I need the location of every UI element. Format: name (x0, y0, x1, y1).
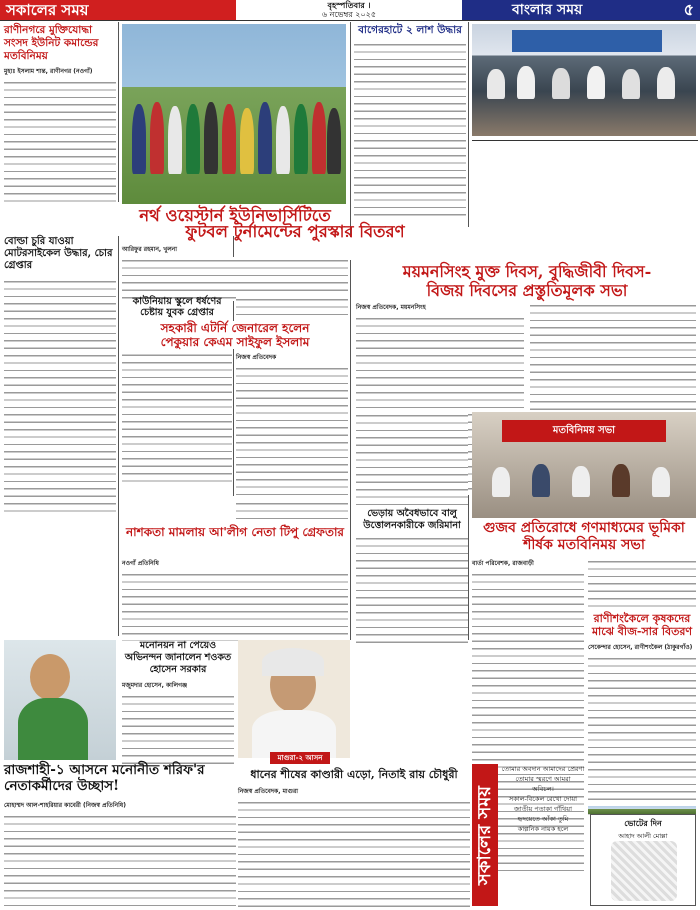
column-divider (350, 260, 351, 640)
article-body (356, 535, 468, 645)
article-body (122, 571, 348, 641)
ad-poem (500, 764, 586, 906)
headline: রাজশাহী-১ আসনে মনোনীত শরিফ'র নেতাকর্মীদের উচ্ছাস! (4, 762, 205, 794)
article-body (122, 693, 234, 769)
meeting-banner (512, 30, 662, 52)
article-nashkata (122, 525, 348, 539)
article-bolda (4, 236, 116, 518)
byline: সেকেন্দার হোসেন, রাণীশংকৈল (ঠাকুরগাঁও) (588, 644, 693, 651)
mymensingh-col1-cont (356, 412, 468, 506)
masthead-rule (0, 20, 700, 21)
attorney-headline (122, 321, 348, 349)
headline-line2: পেকুয়ার কেএম সাইফুল ইসলাম (122, 335, 348, 349)
attorney-body (236, 352, 348, 515)
column-divider (118, 236, 119, 636)
headline: বোল্ডা চুরি যাওয়া মোটরসাইকেল উদ্ধার, চোর গ্রেপ্তার (4, 236, 113, 271)
column-divider (118, 22, 119, 202)
byline: মুহাঃ ইসলাম শান্ত, রাণীনগর (নওগাঁ) (4, 68, 93, 75)
ranishankail-body (588, 642, 696, 815)
article-body (4, 813, 236, 910)
headline: রাণীনগরে মুক্তিযোদ্ধা সংসদ ইউনিট কমান্ডের মতবিনিময় (4, 24, 99, 62)
article-bagerhat (354, 24, 466, 221)
ranishankail-top (588, 558, 696, 608)
headline: নাশকতা মামলায় আ'লীগ নেতা টিপু গ্রেফতার (125, 525, 345, 539)
mymensingh-col2 (530, 302, 696, 412)
headline-line2: ফুটবল টুর্নামেন্টের পুরস্কার বিতরণ (185, 222, 405, 241)
article-mymensingh (356, 262, 698, 300)
column-divider (350, 22, 351, 237)
byline: নিজস্ব প্রতিবেদক, মাগুরা (238, 788, 299, 795)
headline-line1: সহকারী এটর্নি জেনারেল হলেন (122, 321, 348, 335)
newspaper-logo: সকালের সময় (0, 0, 236, 20)
article-nashkata-top (236, 500, 348, 520)
byline: আরিফুর রহমান, খুলনা (122, 246, 177, 253)
vote-illustration (611, 841, 677, 901)
issue-date (236, 0, 462, 20)
issue-day: বৃহস্পতিবার । (327, 1, 371, 10)
ad-logo: সকালের সময় (474, 785, 495, 885)
headline: রাণীশংকৈলে কৃষকদের মাঝে বীজ-সার বিতরণ (591, 612, 693, 638)
headline: ভেড়ায় অবৈধভাবে বালু উত্তোলনকারীকে জরিমানা (363, 508, 461, 531)
column-divider (468, 22, 469, 227)
poem-line: তোমার অবদান আমাদের প্রেরণা (501, 765, 585, 773)
poem-line: জাতীয় পতাকা গাঁথিয়া (514, 805, 572, 813)
headline-line2: বিজয় দিবসের প্রস্তুতিমূলক সভা (426, 281, 628, 300)
dhaner-body (238, 786, 470, 909)
meeting-photo (472, 24, 696, 136)
byline: নিজস্ব প্রতিবেদক, ময়মনসিংহ (356, 304, 426, 311)
photo-caption: মাগুরা-২ আসন (270, 752, 330, 764)
meeting-banner: মতবিনিময় সভা (502, 420, 666, 442)
article-dhaner (238, 768, 470, 781)
article-body (236, 365, 348, 515)
meeting-hall-photo (472, 412, 696, 518)
poem-line: হৃদয়েতে আঁকা তুমি (517, 815, 569, 823)
section-title (462, 0, 700, 20)
poem-line: অবিচল। (532, 785, 554, 793)
article-ranishankail (588, 612, 696, 638)
headline-line1: ময়মনসিংহ মুক্ত দিবস, বুদ্ধিজীবী দিবস- (402, 262, 652, 281)
poem-line: সকাল-বিকেল রেখো দোয়া (508, 795, 578, 803)
rajshahi-photo (4, 640, 116, 760)
article-body (588, 655, 696, 815)
article-northwestern-line2 (120, 223, 470, 241)
headline: মনোনয়ন না পেয়েও অভিনন্দন জানালেন শওকত হোসেন সরকার (124, 640, 232, 675)
headline: ধানের শীষের কাণ্ডারী এড়ো, নিতাই রায় চৌধুরী (250, 768, 458, 781)
poem-line: কাল্পনিক নায়ক হলে (517, 825, 569, 833)
monoyon-body (122, 680, 234, 769)
article-body (354, 41, 466, 221)
article-body (122, 257, 348, 301)
divider (472, 140, 698, 141)
nashkata-body (122, 558, 348, 641)
page-number: ৫ (683, 0, 694, 19)
vote-ad (590, 814, 696, 906)
rajshahi-body (4, 800, 236, 910)
article-body (236, 500, 348, 520)
vote-title: ভোটের দিন (624, 819, 662, 828)
farm-photo (588, 806, 696, 814)
nitai-roy-portrait (238, 640, 350, 758)
section-name: বাংলার সময় (512, 2, 583, 18)
article-body (4, 79, 116, 204)
headline-line1: নর্থ ওয়েস্টার্ন ইউনিভার্সিটিতে (139, 206, 331, 225)
ad-logo-strip (472, 764, 498, 906)
headline: বাগেরহাটে ২ লাশ উদ্ধার (358, 24, 462, 36)
issue-date-text: ৬ নভেম্বর ২০২৫ (321, 10, 377, 19)
headline: গুজব প্রতিরোধে গণমাধ্যমের ভূমিকা শীর্ষক মতবিনিময় সভা (483, 520, 685, 553)
article-rajshahi (4, 762, 236, 794)
byline: নওগাঁ প্রতিনিধি (122, 560, 159, 567)
article-monoyon (122, 640, 234, 676)
article-body (4, 278, 116, 518)
article-body (238, 799, 470, 909)
vote-subtitle: আহাদ আলী মোল্লা (618, 832, 668, 840)
byline: মোহাম্মদ আল-শাহরিয়ার কাবেরী (নিজস্ব প্রতিনিধি) (4, 802, 126, 809)
article-raninagar (4, 24, 116, 204)
football-award-photo (122, 24, 346, 204)
byline: মজুমদার হোসেন, কালিগঞ্জ (122, 682, 188, 689)
byline: বার্তা পরিবেশক, রাজবাড়ী (472, 560, 534, 567)
article-gujob (472, 520, 696, 554)
northwestern-body (122, 244, 348, 301)
article-bheraa (356, 508, 468, 645)
byline: নিজস্ব প্রতিবেদক (236, 354, 277, 361)
poem-line: তোমার স্মরণে আমরা (515, 775, 571, 783)
headline: কাউনিয়ায় স্কুলে ধর্ষণের চেষ্টায় যুবক গ্রেপ্তার (132, 296, 222, 318)
